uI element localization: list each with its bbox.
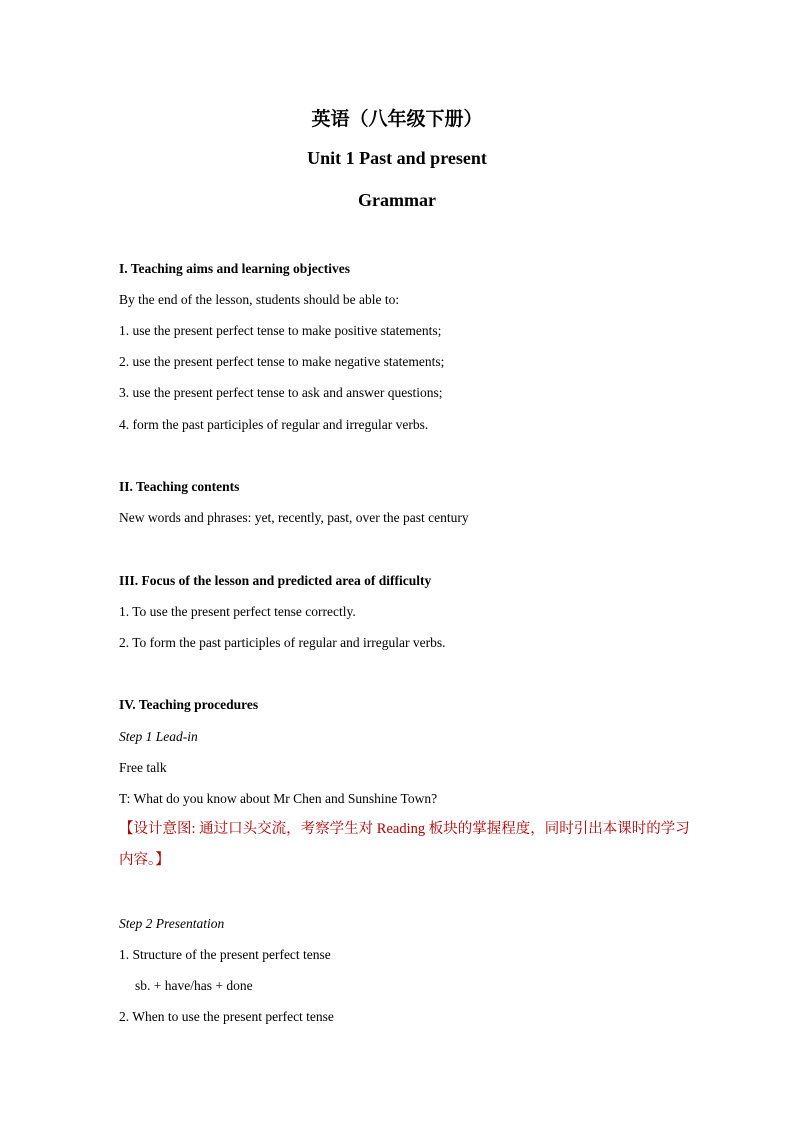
step1-title: Step 1 Lead-in: [119, 729, 198, 744]
section1-item-4: 4. form the past participles of regular and irregular verbs.: [119, 417, 429, 432]
step2-item-2: 2. When to use the present perfect tense: [119, 1009, 334, 1024]
section3-item-2: 2. To form the past participles of regular and irregular verbs.: [119, 635, 446, 650]
section1-intro: By the end of the lesson, students should be able to:: [119, 292, 400, 307]
section1-heading: I. Teaching aims and learning objectives: [119, 261, 351, 276]
section3-heading: III. Focus of the lesson and predicted area of difficulty: [119, 573, 432, 588]
step1-line-1: Free talk: [119, 760, 167, 775]
step2-formula: sb. + have/has + done: [135, 978, 253, 993]
section1-item-1: 1. use the present perfect tense to make positive statements;: [119, 323, 442, 338]
design-intent-line-2: 内容。】: [119, 852, 170, 868]
design-intent-line-1: 【设计意图: 通过口头交流，考察学生对 Reading 板块的掌握程度，同时引出本课时的学习: [119, 821, 690, 837]
step1-line-2: T: What do you know about Mr Chen and Sunshine Town?: [119, 791, 438, 806]
section-title: Grammar: [358, 190, 436, 210]
section2-content: New words and phrases: yet, recently, past, over the past century: [119, 510, 469, 525]
unit-title: Unit 1 Past and present: [307, 148, 487, 168]
subject-title: 英语（八年级下册）: [311, 108, 483, 130]
section1-item-3: 3. use the present perfect tense to ask and answer questions;: [119, 385, 443, 400]
section2-heading: II. Teaching contents: [119, 479, 240, 494]
section3-item-1: 1. To use the present perfect tense correctly.: [119, 604, 356, 619]
step2-title: Step 2 Presentation: [119, 916, 225, 931]
step2-item-1: 1. Structure of the present perfect tense: [119, 947, 331, 962]
section1-item-2: 2. use the present perfect tense to make negative statements;: [119, 354, 445, 369]
section4-heading: IV. Teaching procedures: [119, 697, 259, 712]
